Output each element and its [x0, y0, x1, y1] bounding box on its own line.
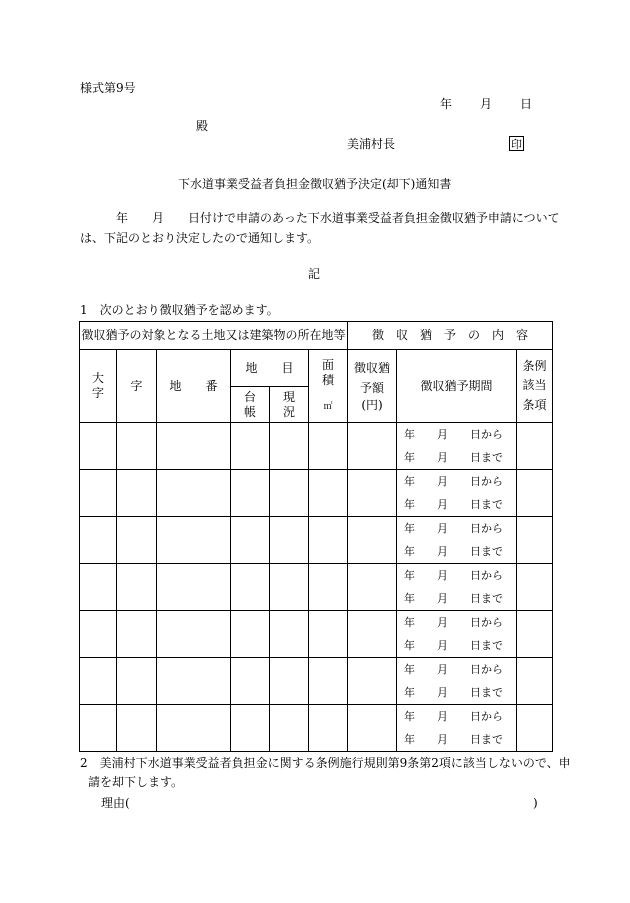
table-cell — [517, 564, 553, 611]
table-cell — [80, 517, 117, 564]
table-cell — [348, 470, 397, 517]
col-daicho: 台帳 — [231, 387, 270, 423]
table-cell — [157, 517, 231, 564]
period-from: 年 月 日から — [404, 710, 503, 723]
period-from: 年 月 日から — [404, 428, 503, 441]
item-1: 1 次のとおり徴収猶予を認めます。 — [80, 303, 279, 317]
item-2-line-1: 2 美浦村下水道事業受益者負担金に関する条例施行規則第9条第2項に該当しないので、申 — [80, 756, 571, 770]
table-cell — [80, 705, 117, 752]
date-month: 月 — [480, 97, 493, 111]
period-cell — [397, 611, 517, 658]
deferral-table — [79, 321, 553, 752]
table-cell — [231, 564, 270, 611]
table-cell — [117, 517, 157, 564]
col-clause: 条例該当条項 — [517, 350, 553, 423]
period-cell — [397, 658, 517, 705]
table-cell — [117, 611, 157, 658]
reason-close-paren: ) — [533, 796, 538, 810]
period-to: 年 月 日まで — [404, 545, 503, 558]
table-cell — [157, 470, 231, 517]
col-oaza: 大字 — [80, 350, 117, 423]
table-cell — [348, 517, 397, 564]
period-to: 年 月 日まで — [404, 733, 503, 746]
table-cell — [231, 470, 270, 517]
table-cell — [270, 611, 309, 658]
col-chimoku: 地 目 — [231, 350, 309, 387]
table-cell — [117, 658, 157, 705]
reason-label: 理由( — [101, 796, 130, 810]
body-line-1: 年 月 日付けで申請のあった下水道事業受益者負担金徴収猶予申請について — [116, 211, 560, 225]
table-row — [80, 423, 553, 470]
period-cell — [397, 470, 517, 517]
table-cell — [117, 564, 157, 611]
table-cell — [309, 517, 348, 564]
header-location: 徴収猶予の対象となる土地又は建築物の所在地等 — [80, 322, 348, 350]
col-menseki: 面積 ㎡ — [309, 350, 348, 423]
table-cell — [348, 423, 397, 470]
table-cell — [517, 517, 553, 564]
seal-mark: 印 — [511, 138, 522, 151]
period-to: 年 月 日まで — [404, 592, 503, 605]
table-cell — [157, 564, 231, 611]
period-cell — [397, 517, 517, 564]
table-cell — [80, 611, 117, 658]
table-cell — [348, 658, 397, 705]
table-cell — [270, 517, 309, 564]
table-cell — [348, 564, 397, 611]
period-from: 年 月 日から — [404, 616, 503, 629]
table-cell — [270, 470, 309, 517]
period-to: 年 月 日まで — [404, 498, 503, 511]
table-cell — [117, 470, 157, 517]
ki-heading: 記 — [308, 267, 321, 281]
period-to: 年 月 日まで — [404, 451, 503, 464]
period-cell — [397, 564, 517, 611]
table-cell — [117, 705, 157, 752]
table-cell — [348, 611, 397, 658]
item-2-line-2: 請を却下します。 — [88, 775, 184, 789]
table-cell — [231, 658, 270, 705]
table-cell — [270, 705, 309, 752]
period-from: 年 月 日から — [404, 522, 503, 535]
period-cell — [397, 705, 517, 752]
table-row — [80, 705, 553, 752]
table-cell — [80, 564, 117, 611]
col-chiban: 地 番 — [157, 350, 231, 423]
date-day: 日 — [520, 97, 533, 111]
table-row — [80, 658, 553, 705]
table-cell — [157, 611, 231, 658]
col-period: 徴収猶予期間 — [397, 350, 517, 423]
period-from: 年 月 日から — [404, 569, 503, 582]
table-cell — [80, 423, 117, 470]
table-row — [80, 564, 553, 611]
table-cell — [80, 470, 117, 517]
period-from: 年 月 日から — [404, 663, 503, 676]
table-cell — [517, 611, 553, 658]
period-from: 年 月 日から — [404, 475, 503, 488]
table-cell — [270, 564, 309, 611]
col-amount: 徴収猶予額 (円) — [348, 350, 397, 423]
table-cell — [517, 705, 553, 752]
table-cell — [309, 423, 348, 470]
table-cell — [309, 470, 348, 517]
table-cell — [517, 658, 553, 705]
table-cell — [231, 705, 270, 752]
table-cell — [517, 470, 553, 517]
table-cell — [348, 705, 397, 752]
table-cell — [309, 658, 348, 705]
date-year: 年 — [440, 97, 453, 111]
col-aza: 字 — [117, 350, 157, 423]
issue-date — [440, 98, 532, 110]
table-cell — [270, 423, 309, 470]
table-row — [80, 470, 553, 517]
table-cell — [231, 611, 270, 658]
addressee-suffix: 殿 — [196, 119, 209, 133]
document-title: 下水道事業受益者負担金徴収猶予決定(却下)通知書 — [178, 177, 452, 191]
col-genkyo: 現況 — [270, 387, 309, 423]
issuer-name: 美浦村長 — [347, 137, 396, 151]
table-cell — [157, 423, 231, 470]
period-to: 年 月 日まで — [404, 639, 503, 652]
header-content: 徴 収 猶 予 の 内 容 — [348, 322, 553, 350]
table-cell — [309, 564, 348, 611]
form-number: 様式第9号 — [80, 81, 136, 95]
period-cell — [397, 423, 517, 470]
period-to: 年 月 日まで — [404, 686, 503, 699]
table-cell — [309, 611, 348, 658]
table-row — [80, 611, 553, 658]
table-cell — [309, 705, 348, 752]
table-cell — [231, 423, 270, 470]
table-cell — [80, 658, 117, 705]
table-cell — [517, 423, 553, 470]
table-cell — [117, 423, 157, 470]
table-cell — [270, 658, 309, 705]
body-line-2: は、下記のとおり決定したので通知します。 — [80, 231, 320, 245]
table-row — [80, 517, 553, 564]
table-cell — [157, 705, 231, 752]
table-cell — [231, 517, 270, 564]
table-cell — [157, 658, 231, 705]
